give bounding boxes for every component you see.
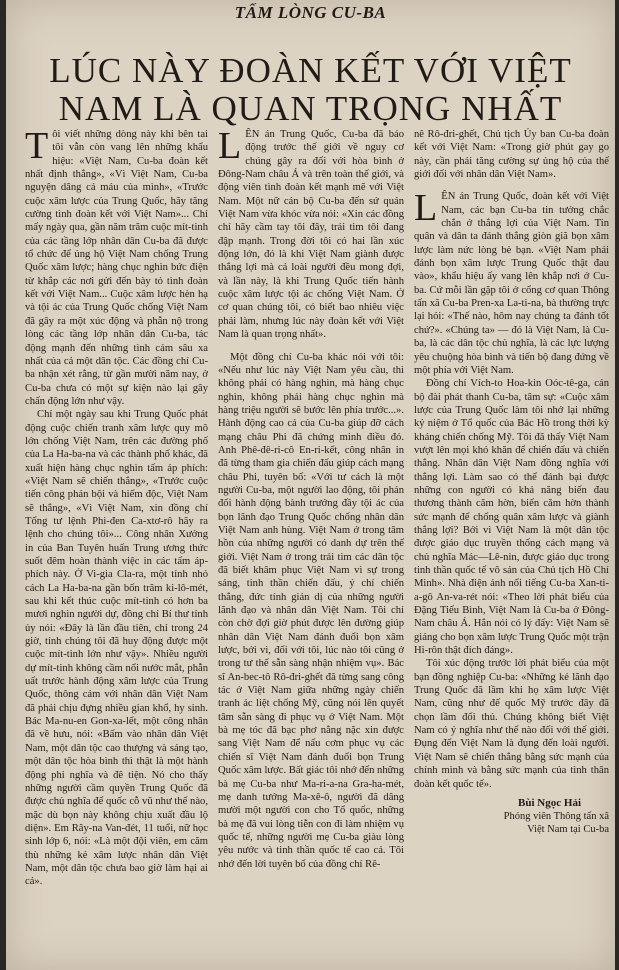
- paragraph: Chỉ một ngày sau khi Trung Quốc phát động cuộc chiến tranh xâm lược quy mô lớn chống Việt Nam, trên các đường phố của La Ha-ba-na và các thành phố khác, đã xuất hiện hàng chục nghìn tấm áp phích: «Việt Nam sẽ chiến thắng», «Trước cuộc tiến công phản bội và hiếm độc, Việt Nam sẽ thắng», «Vì Việt Nam, xin đồng chí Tổng tư lệnh Phi-đen Ca-xtơ-rô hãy ra lệnh cho chúng tôi»... Công nhân Xưởng in của Ban Tuyên huấn Trung ương thức suốt đêm hoàn thành việc in các tấm áp-phích này. Ở Vi-gia Cla-ra, một tỉnh nhỏ cách La Ha-ba-na gần bốn trăm ki-lô-mét, sau khi kết thúc cuộc mít-tinh có hơn ba mươi nghìn người dự, đồng chí Bí thư tỉnh ủy nói: «Đây là lần đầu tiên, chỉ trong 24 giờ, tỉnh chúng tôi đã huy động được một cuộc mít-tinh lớn như vậy». Nhiều người dự mít-tinh không cầm nổi nước mắt, phẫn uất trước hành động xâm lược của Trung Quốc, thông cảm với nhân dân Việt Nam đã phải chịu đựng nhiều gian khổ, hy sinh. Bác Ma-nu-en Gon-xa-lết, một công nhân đã về hưu, nói: «Bấm vào nhân dân Việt Nam, một dân tộc cao thượng và sáng tạo, một dân tộc hòa bình thì thật là một hành động phi nghĩa và đê tiện. Nó cho thấy những người cầm quyền Trung Quốc đã được chủ nghĩa để quốc cỗ vũ như thế nào, mặc dù bọn này không chịu xuất đầu lộ diện». Em Rây-na Van-đét, 11 tuổi, nữ học sinh lớp 6, nói: «Là một đội viên, em căm thù những kẻ xâm lược nhân dân Việt Nam, một dân tộc chưa bao giờ làm hại ai cả».: [25, 409, 208, 888]
- paragraph: LÊN án Trung Quốc, đoàn kết với Việt Nam, các bạn Cu-ba tin tưởng chắc chắn ở thắng lợi của Việt Nam. Tin quân và dân ta đánh thắng giòn giã bọn xâm lược làm nức lòng bè bạn. «Việt Nam phải đánh bọn xâm lược Trung Quốc thật đau vào», khẩu hiệu ấy vang lên khắp nơi ở Cu-ba. Cứ mỗi lần gặp tôi ở cổng cơ quan Thông tấn xã Cu-ba Pren-xa La-ti-na, bà thường trực lại hỏi: «Thế nào, hôm nay chúng ta đánh tốt chứ?». «Chúng ta» — đó là Việt Nam, là Cu-ba, là các dân tộc chủ nghĩa, là các lực lượng yêu chuộng hòa bình và tiến bộ đang đứng về một phía với Việt Nam.: [414, 187, 609, 376]
- drop-cap: L: [218, 128, 242, 167]
- author-role-line-2: Việt Nam tại Cu-ba: [527, 824, 609, 836]
- paragraph: LÊN án Trung Quốc, Cu-ba đã báo động trước thế giới về nguy cơ chúng gây ra đối với hòa bình ở Đông-Nam châu Á và trên toàn thế giới, và động viên tình đoàn kết mạnh mẽ với Việt Nam. Một nữ cán bộ Cu-ba đến sứ quán Việt Nam vừa khóc vừa nói: «Xin các đồng chí hãy cầm tay tôi đây, trái tim tôi đang đập mạnh. Trong đời tôi có hai lần xúc động lớn, đó là khi Việt Nam giành được thắng lợi mà cả loài người đều mong đợi, và lần này, là khi Trung Quốc tiến hành cuộc xâm lược tội ác chống Việt Nam. Ở cơ quan chúng tôi, có biết bao nhiêu việc phải làm, nhưng lúc này đoàn kết với Việt Nam là quan trọng nhất».: [218, 128, 404, 341]
- newspaper-page: [6, 0, 615, 970]
- column-1: [25, 128, 208, 968]
- article-title: [6, 52, 615, 128]
- paragraph: Tôi viết những dòng này khi bên tai tôi vẫn còn vang lên những khẩu hiệu: «Việt Nam, Cu-ba đoàn kết nhất định thắng», «Vì Việt Nam, Cu-ba nguyện dâng cả máu của mình», «Trước cuộc xâm lược của Trung Quốc, hãy tăng cường tình đoàn kết với Việt Nam»... Chỉ mấy ngày qua, gần năm trăm cuộc mít-tinh của các tầng lớp nhân dân Cu-ba đã được tổ chức để ủng hộ Việt Nam chống Trung Quốc xâm lược; hàng chục nghìn bức điện từ khắp các nơi gửi đến bày tỏ tình đoàn kết với Việt Nam... Cuộc xâm lược hèn hạ và tội ác của Trung Quốc chống Việt Nam đã gây ra một xúc động và phẫn nộ trong lòng các tầng lớp nhân dân Cu-ba, tác động mạnh đến những tình cảm sâu xa nhất của cả một dân tộc. Các đồng chí Cu-ba nhận xét rằng, từ gần mười năm nay, ở Cu-ba chưa có một sự kiện nào lại gây chấn động lớn như vậy.: [25, 128, 208, 407]
- paragraph: Một đồng chí Cu-ba khác nói với tôi: «Nếu như lúc này Việt Nam yêu cầu, thì không phải có hàng nghìn, mà hàng chục nghìn, không phải hàng chục nghìn mà hàng triệu người sẽ bước lên phía trước...». Hành động cao cả của Cu-ba giúp đỡ cách mạng châu Phi đã chứng minh điều đó. Anh Phê-đê-ri-cô En-ri-kết, công nhân in đã từng tham gia chiến đấu giúp cách mạng châu Phi, tuyên bố: «Với tư cách là một người Cu-ba, một người lao động, tôi phản đối hành động bành trướng đầy tội ác của bọn lãnh đạo Trung Quốc chống nhân dân Việt Nam anh hùng. Việt Nam ở trong tâm hồn của những người có danh dự trên thế giới. Việt Nam ở trong trái tim các dân tộc đã biết khâm phục Việt Nam vì sự trong sáng, tinh thần chiến đấu, ý chí chiến thắng, đức tính giản dị của những người lãnh đạo và nhân dân Việt Nam. Tôi chỉ còn chờ đợi giờ phút được lên đường giúp nhân dân Việt Nam đánh đuổi bọn xâm lược, bởi vì, đối với tôi, lúc nào tôi cũng ở trong tư thế sẵn sàng nhận nhiệm vụ». Bác sĩ An-bec-tô Rô-đri-ghết đã từng sang công tác ở Việt Nam giữa những ngày chiến tranh ác liệt chống Mỹ, cũng nói lên quyết tâm sẵn sàng đi phục vụ ở Việt Nam. Một bà mẹ tóc đã bạc phơ nằng nặc xin được sang Việt Nam để nấu cơm phục vụ các chiến sĩ Việt Nam đánh đuổi bọn Trung Quốc xâm lược. Bất giác tôi nhớ đến những bà mẹ Cu-ba như Ma-ri-a-na Gra-ha-mét, mẹ danh tướng Ma-xê-ô, người đã dâng mười một người con cho Tổ quốc, những bà mẹ đã vui lòng tiễn con đi làm nhiệm vụ quốc tế, những người mẹ Cu-ba giàu lòng yêu nước và tinh thần quốc tế cao cả. Tôi nhớ đến lời tuyên bố của đồng chí Rê-: [218, 351, 404, 870]
- article-kicker: TẤM LÒNG CU-BA: [234, 3, 387, 22]
- column-2: [218, 128, 404, 968]
- author-name: Bùi Ngọc Hải: [518, 796, 581, 809]
- paragraph: nê Rô-đri-ghết, Chủ tịch Ủy ban Cu-ba đoàn kết với Việt Nam: «Trong giờ phút gay go này, cần phải tăng cường sự ủng hộ của thế giới đối với nhân dân Việt Nam».: [414, 129, 609, 181]
- title-line-1: LÚC NÀY ĐOÀN KẾT VỚI VIỆT: [49, 51, 572, 90]
- drop-cap: T: [25, 128, 49, 167]
- paragraph: Đồng chí Vích-to Hoa-kin Oóc-tê-ga, cán bộ đài phát thanh Cu-ba, tâm sự: «Cuộc xâm lược của Trung Quốc làm tôi nhớ lại những kỷ niệm ở Tổ quốc của Bác Hồ trong thời kỳ kháng chiến chống Mỹ. Tôi đã thấy Việt Nam vượt lên mọi khó khăn để chiến đấu và chiến thắng. Nhân dân Việt Nam đồng nghĩa với thắng lợi. Làm sao có thể đánh bại được những con người có khả năng biến đau thương thành căm hờn, biến căm hờn thành sức mạnh để chống quân xâm lược và giành thắng lợi? Bởi vì Việt Nam là một dân tộc được giáo dục truyền thống cách mạng và chủ nghĩa Mác—Lê-nin, được giáo dục trong tinh thần quốc tế vô sản của Chủ tịch Hồ Chí Minh». Nhà điện ảnh nổi tiếng Cu-ba Xan-ti-a-gô An-va-rét nói: «Theo lời phát biểu của Đặng Tiểu Bình, Việt Nam là Cu-ba ở Đông-Nam châu Á. Hắn nói có lý đấy: Việt Nam sẽ giáng cho bọn xâm lược Trung Quốc một trận Hi-rôn thật đích đáng».: [414, 378, 609, 657]
- author-role-line-1: Phóng viên Thông tấn xã: [503, 811, 609, 823]
- drop-cap: L: [414, 187, 438, 230]
- paragraph: Tôi xúc động trước lời phát biểu của một bạn đồng nghiệp Cu-ba: «Những kẻ lãnh đạo Trung Quốc đã lầm khi họ xâm lược Việt Nam, cũng như đế quốc Mỹ trước đây đã chọn lầm đối thủ. Chúng không biết Việt Nam có ý nghĩa như thế nào đối với thế giới. Đụng đến Việt Nam là đụng đến loài người. Việt Nam sẽ chiến thắng bằng sức mạnh của chính mình và bằng sức mạnh của tình thân đoàn kết quốc tế».: [414, 658, 609, 790]
- title-line-2: NAM LÀ QUAN TRỌNG NHẤT: [58, 89, 563, 128]
- column-3: [414, 128, 609, 968]
